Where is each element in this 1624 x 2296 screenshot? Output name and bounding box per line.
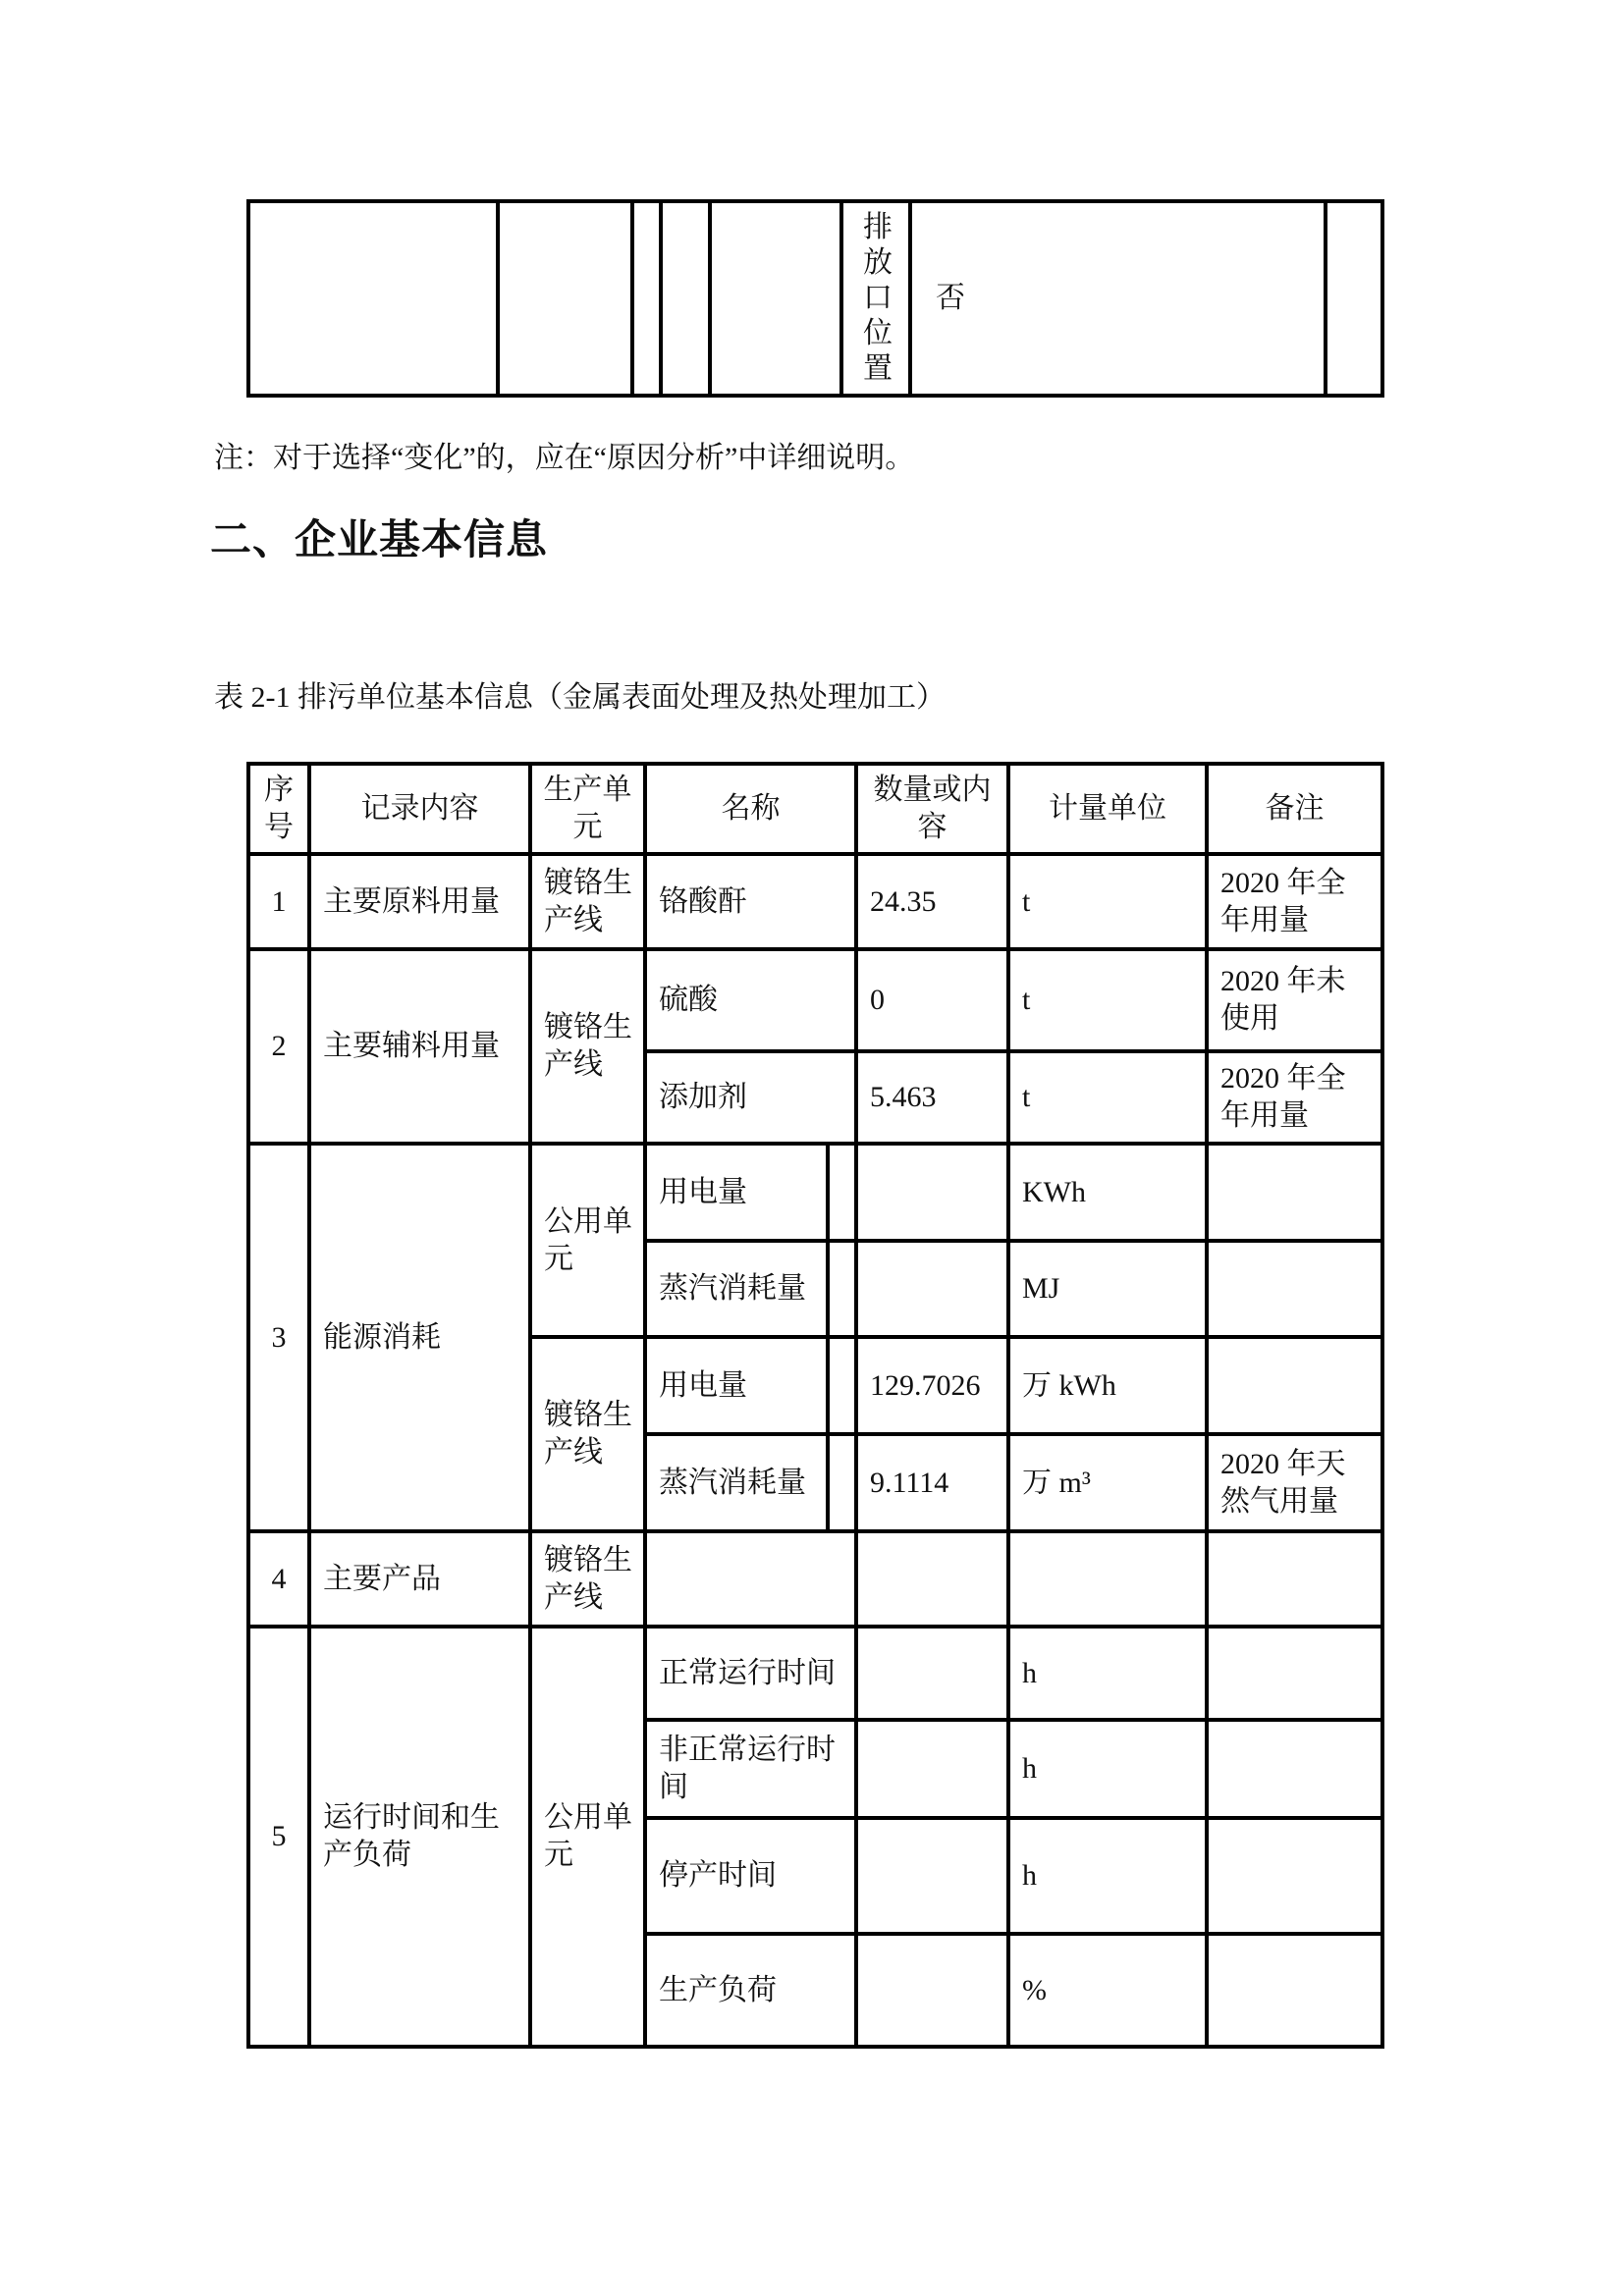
name-cell: 蒸汽消耗量 [645, 1434, 828, 1531]
remark-cell: 2020 年全年用量 [1207, 854, 1382, 949]
name-cell: 非正常运行时间 [645, 1720, 856, 1818]
col-header-measure: 计量单位 [1008, 764, 1207, 854]
name-cell: 正常运行时间 [645, 1627, 856, 1720]
col-header-record: 记录内容 [309, 764, 530, 854]
col-header-remark: 备注 [1207, 764, 1382, 854]
remark-cell: 2020 年天然气用量 [1207, 1434, 1382, 1531]
col-header-no: 序号 [248, 764, 309, 854]
qty-cell: 9.1114 [856, 1434, 1008, 1531]
empty-cell [1207, 1531, 1382, 1627]
measure-cell: t [1008, 854, 1207, 949]
name-cell: 添加剂 [645, 1051, 856, 1144]
empty-cell [856, 1627, 1008, 1720]
table-row [248, 1144, 1382, 1241]
measure-cell: h [1008, 1818, 1207, 1934]
empty-cell [856, 1934, 1008, 2047]
unit-cell: 镀铬生产线 [530, 1337, 645, 1531]
previous-page-table-fragment [246, 199, 1384, 398]
outlet-position-label-cell [841, 201, 910, 396]
col-header-qty: 数量或内容 [856, 764, 1008, 854]
qty-cell: 5.463 [856, 1051, 1008, 1144]
qty-cell [856, 1144, 1008, 1241]
unit-cell: 镀铬生产线 [530, 854, 645, 949]
header-row [248, 764, 1382, 854]
empty-cell [1207, 1627, 1382, 1720]
row-no: 2 [248, 949, 309, 1144]
qty-cell [856, 1241, 1008, 1337]
empty-cell [1207, 1720, 1382, 1818]
record-cell: 主要产品 [309, 1531, 530, 1627]
row-no: 3 [248, 1144, 309, 1531]
measure-cell: t [1008, 1051, 1207, 1144]
remark-cell [1207, 1241, 1382, 1337]
name-cell: 铬酸酐 [645, 854, 856, 949]
empty-cell [828, 1434, 856, 1531]
unit-cell: 公用单元 [530, 1627, 645, 2047]
empty-cell [856, 1818, 1008, 1934]
empty-cell [632, 201, 661, 396]
unit-cell: 公用单元 [530, 1144, 645, 1337]
empty-cell [710, 201, 841, 396]
remark-cell [1207, 1144, 1382, 1241]
empty-cell [1207, 1934, 1382, 2047]
empty-cell [1207, 1818, 1382, 1934]
section-heading: 二、企业基本信息 [210, 516, 549, 562]
empty-cell [856, 1720, 1008, 1818]
empty-cell [498, 201, 632, 396]
remark-cell [1207, 1337, 1382, 1434]
measure-cell: 万 m³ [1008, 1434, 1207, 1531]
name-cell: 停产时间 [645, 1818, 856, 1934]
record-cell: 主要辅料用量 [309, 949, 530, 1144]
table-row [248, 854, 1382, 949]
record-cell: 运行时间和生产负荷 [309, 1627, 530, 2047]
measure-cell: h [1008, 1720, 1207, 1818]
empty-cell [856, 1531, 1008, 1627]
name-cell: 蒸汽消耗量 [645, 1241, 828, 1337]
col-header-unit: 生产单元 [530, 764, 645, 854]
name-cell: 生产负荷 [645, 1934, 856, 2047]
empty-cell [645, 1531, 856, 1627]
name-cell: 用电量 [645, 1337, 828, 1434]
qty-cell: 129.7026 [856, 1337, 1008, 1434]
measure-cell: MJ [1008, 1241, 1207, 1337]
name-cell: 硫酸 [645, 949, 856, 1051]
measure-cell: % [1008, 1934, 1207, 2047]
empty-cell [248, 201, 498, 396]
empty-cell [828, 1144, 856, 1241]
empty-cell [661, 201, 710, 396]
col-header-name: 名称 [645, 764, 856, 854]
qty-cell: 0 [856, 949, 1008, 1051]
measure-cell: KWh [1008, 1144, 1207, 1241]
row-no: 4 [248, 1531, 309, 1627]
qty-cell: 24.35 [856, 854, 1008, 949]
remark-cell: 2020 年未使用 [1207, 949, 1382, 1051]
table-row [248, 1531, 1382, 1627]
name-cell: 用电量 [645, 1144, 828, 1241]
empty-cell [828, 1337, 856, 1434]
record-cell: 能源消耗 [309, 1144, 530, 1531]
row-no: 1 [248, 854, 309, 949]
outlet-position-label: 排放口位置 [863, 211, 893, 385]
footnote: 注：对于选择“变化”的，应在“原因分析”中详细说明。 [214, 442, 915, 474]
outlet-position-value-cell: 否 [910, 201, 1326, 396]
table-row [248, 1627, 1382, 1720]
table-row [248, 201, 1382, 396]
measure-cell: t [1008, 949, 1207, 1051]
empty-cell [1008, 1531, 1207, 1627]
basic-info-table [246, 762, 1384, 2049]
table-caption: 表 2-1 排污单位基本信息（金属表面处理及热处理加工） [214, 681, 946, 714]
unit-cell: 镀铬生产线 [530, 949, 645, 1144]
table-row [248, 949, 1382, 1051]
remark-cell: 2020 年全年用量 [1207, 1051, 1382, 1144]
measure-cell: h [1008, 1627, 1207, 1720]
unit-cell: 镀铬生产线 [530, 1531, 645, 1627]
measure-cell: 万 kWh [1008, 1337, 1207, 1434]
record-cell: 主要原料用量 [309, 854, 530, 949]
empty-cell [1326, 201, 1382, 396]
empty-cell [828, 1241, 856, 1337]
row-no: 5 [248, 1627, 309, 2047]
